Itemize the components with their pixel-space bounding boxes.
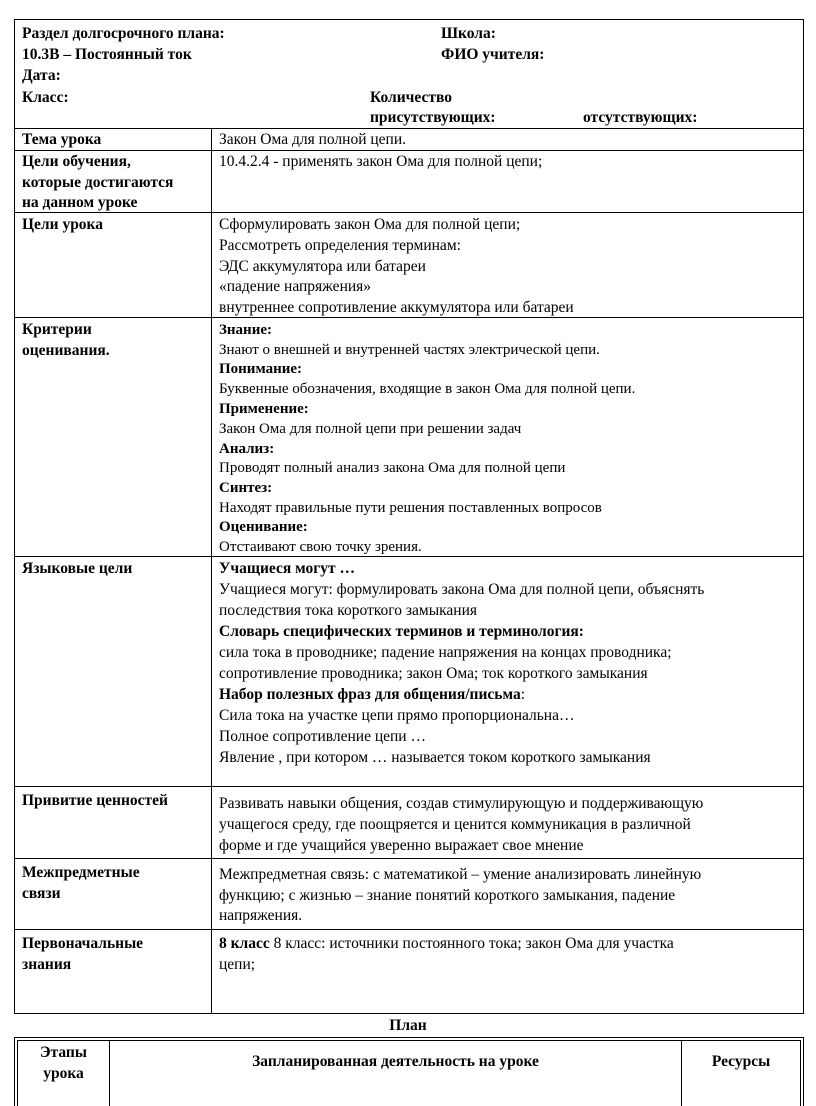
plan-border-top-inner (17, 1040, 801, 1041)
row-divider (14, 858, 804, 859)
prior-line (219, 934, 674, 954)
table-border-top (14, 19, 804, 20)
goals-line: ЭДС аккумулятора или батареи (219, 258, 426, 275)
date-label: Дата: (22, 67, 61, 84)
criteria-text: Буквенные обозначения, входящие в закон Ома для полной цепи. (219, 381, 636, 397)
plan-border-left (14, 1037, 15, 1106)
table-border-left (14, 19, 15, 1014)
row-divider (14, 786, 804, 787)
table-border-bottom (14, 1013, 804, 1014)
language-phrases-head-line (219, 685, 525, 705)
language-line: Полное сопротивление цепи … (219, 728, 426, 745)
language-phrases-head: Набор полезных фраз для общения/письма (219, 686, 521, 703)
objectives-label: на данном уроке (22, 194, 138, 211)
plan-border-right-inner (800, 1040, 801, 1106)
row-divider (14, 150, 804, 151)
language-phrases-colon: : (520, 686, 526, 703)
criteria-text: Отстаивают свою точку зрения. (219, 539, 422, 555)
count-label: Количество (370, 89, 452, 106)
section-value: 10.3В – Постоянный ток (22, 46, 192, 63)
column-divider (211, 128, 212, 1013)
goals-label: Цели урока (22, 216, 104, 233)
plan-col-resources: Ресурсы (711, 1053, 771, 1070)
crosslinks-label: связи (22, 885, 61, 902)
present-label: присутствующих: (370, 109, 496, 126)
criteria-text: Закон Ома для полной цепи при решении задач (219, 421, 522, 437)
values-line: Развивать навыки общения, создав стимулирующую и поддерживающую (219, 795, 704, 812)
objectives-label: Цели обучения, (22, 153, 131, 170)
crosslinks-line: функцию; с жизнью – знание понятий короткого замыкания, падение (219, 887, 676, 904)
goals-line: внутреннее сопротивление аккумулятора или батареи (219, 299, 574, 316)
objectives-value: 10.4.2.4 - применять закон Ома для полной цепи; (219, 153, 543, 170)
language-line: Явление , при котором … называется током короткого замыкания (219, 749, 651, 766)
criteria-text: Проводят полный анализ закона Ома для полной цепи (219, 460, 566, 476)
language-line: Сила тока на участке цепи прямо пропорциональна… (219, 707, 575, 724)
absent-label: отсутствующих: (583, 109, 698, 126)
table-border-right (803, 19, 804, 1014)
language-vocab-head: Словарь специфических терминов и терминология: (219, 623, 584, 640)
criteria-head: Знание: (219, 322, 272, 338)
prior-label: знания (22, 956, 72, 973)
plan-border-right (803, 1037, 804, 1106)
values-line: учащегося среду, где поощряется и ценится коммуникация в различной (219, 816, 691, 833)
language-line: сила тока в проводнике; падение напряжения на концах проводника; (219, 644, 672, 661)
crosslinks-line: напряжения. (219, 907, 303, 924)
criteria-head: Оценивание: (219, 519, 308, 535)
values-line: форме и где учащийся уверенно выражает свое мнение (219, 837, 584, 854)
school-label: Школа: (441, 25, 496, 42)
criteria-text: Знают о внешней и внутренней частях электрической цепи. (219, 342, 600, 358)
row-divider (14, 929, 804, 930)
prior-line: цепи; (219, 956, 256, 973)
goals-line: «падение напряжения» (219, 278, 372, 295)
plan-col-stage: урока (43, 1065, 84, 1082)
class-label: Класс: (22, 89, 69, 106)
goals-line: Рассмотреть определения терминам: (219, 237, 461, 254)
plan-column-divider (681, 1040, 682, 1106)
goals-line: Сформулировать закон Ома для полной цепи; (219, 216, 521, 233)
criteria-head: Анализ: (219, 441, 275, 457)
criteria-text: Находят правильные пути решения поставленных вопросов (219, 500, 602, 516)
objectives-label: которые достигаются (22, 174, 174, 191)
section-label: Раздел долгосрочного плана: (22, 25, 225, 42)
topic-label: Тема урока (22, 131, 102, 148)
criteria-head: Синтез: (219, 480, 273, 496)
criteria-head: Применение: (219, 401, 309, 417)
language-label: Языковые цели (22, 560, 133, 577)
criteria-head: Понимание: (219, 361, 303, 377)
crosslinks-line: Межпредметная связь: с математикой – умение анализировать линейную (219, 866, 702, 883)
values-label: Привитие ценностей (22, 792, 168, 809)
criteria-label: Критерии (22, 321, 92, 338)
topic-value: Закон Ома для полной цепи. (219, 131, 407, 148)
language-line: Учащиеся могут: формулировать закона Ома для полной цепи, объяснять (219, 581, 705, 598)
plan-column-divider (109, 1040, 110, 1106)
prior-bold-prefix: 8 класс (219, 935, 270, 952)
prior-line-rest: 8 класс: источники постоянного тока; закон Ома для участка (269, 935, 674, 952)
language-line: сопротивление проводника; закон Ома; ток короткого замыкания (219, 665, 648, 682)
plan-border-top (14, 1037, 804, 1038)
language-students-head: Учащиеся могут … (219, 560, 355, 577)
prior-label: Первоначальные (22, 935, 144, 952)
language-line: последствия тока короткого замыкания (219, 602, 478, 619)
plan-col-stage: Этапы (40, 1044, 87, 1061)
plan-col-activity: Запланированная деятельность на уроке (252, 1053, 539, 1070)
crosslinks-label: Межпредметные (22, 864, 140, 881)
plan-title: План (389, 1017, 427, 1034)
row-divider (14, 128, 804, 129)
teacher-label: ФИО учителя: (441, 46, 545, 63)
criteria-label: оценивания. (22, 342, 110, 359)
